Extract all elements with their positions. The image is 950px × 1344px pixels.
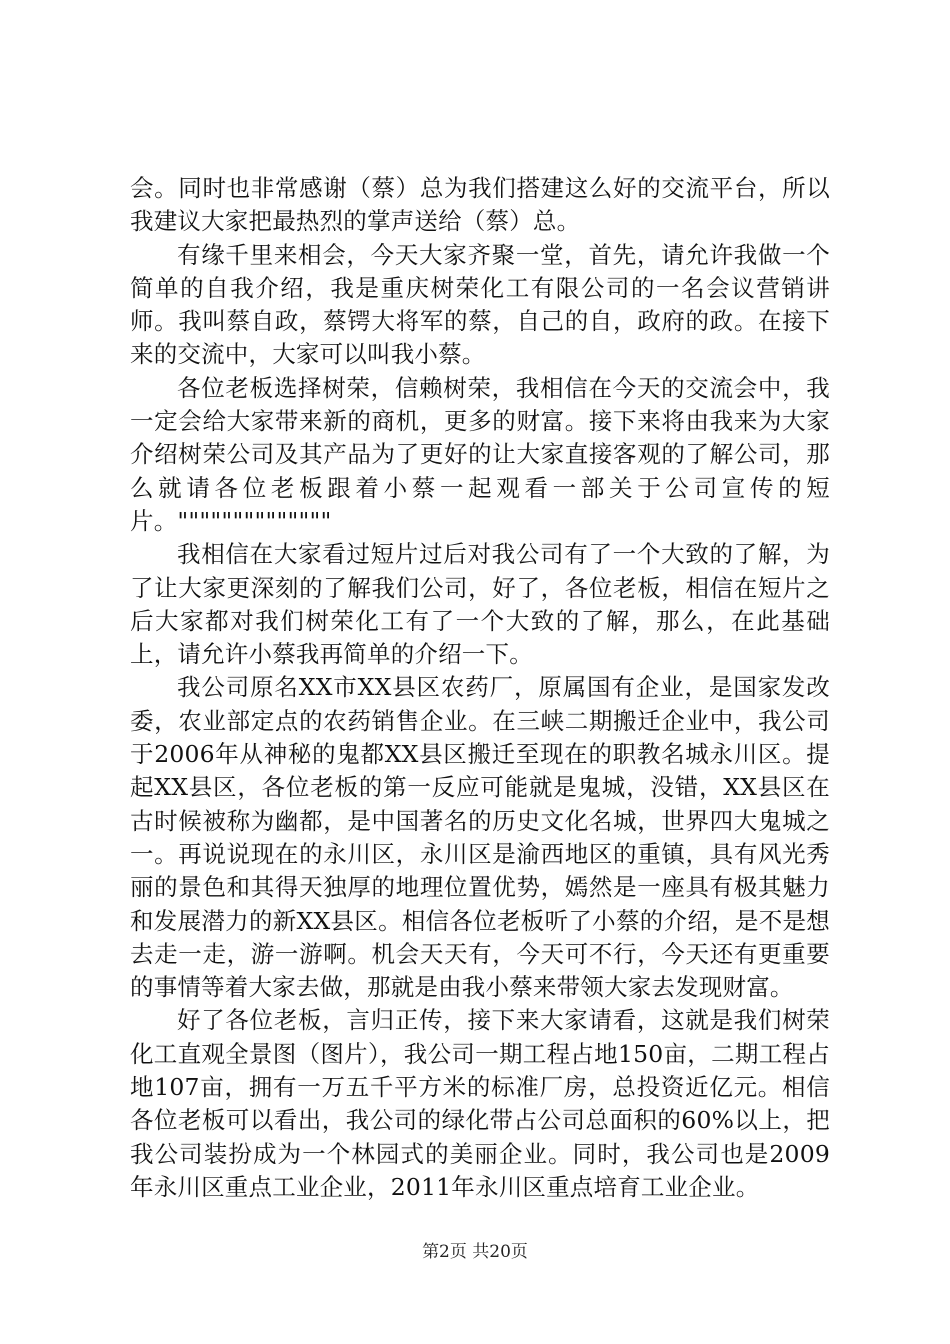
paragraph-company-overview: 好了各位老板，言归正传，接下来大家请看，这就是我们树荣化工直观全景图（图片），我公司一期工程占地150亩，二期工程占地107亩，拥有一万五千平方米的标准厂房，总投资近亿元。相信各位老板可以看出，我公司的绿化带占公司总面积的60%以上，把我公司装扮成为一个林园式的美丽企业。同时，我公司也是2009年永川区重点工业企业，2011年永川区重点培育工业企业。 (130, 1006, 830, 1201)
body-text (130, 172, 830, 1204)
page-number-footer: 第2页 共20页 (422, 1242, 528, 1262)
paragraph-continuation: 会。同时也非常感谢（蔡）总为我们搭建这么好的交流平台，所以我建议大家把最热烈的掌声送给（蔡）总。 (130, 174, 830, 236)
paragraph-company-video: 各位老板选择树荣，信赖树荣，我相信在今天的交流会中，我一定会给大家带来新的商机，更多的财富。接下来将由我来为大家介绍树荣公司及其产品为了更好的让大家直接客观的了解公司，那么就请各位老板跟着小蔡一起观看一部关于公司宣传的短片。"""""""""""""" (130, 373, 830, 535)
paragraph-company-history: 我公司原名XX市XX县区农药厂，原属国有企业，是国家发改委，农业部定点的农药销售企业。在三峡二期搬迁企业中，我公司于2006年从神秘的鬼都XX县区搬迁至现在的职教名城永川区。提起XX县区，各位老板的第一反应可能就是鬼城，没错，XX县区在古时候被称为幽都，是中国著名的历史文化名城，世界四大鬼城之一。再说说现在的永川区，永川区是渝西地区的重镇，具有风光秀丽的景色和其得天独厚的地理位置优势，嫣然是一座具有极其魅力和发展潜力的新XX县区。相信各位老板听了小蔡的介绍，是不是想去走一走，游一游啊。机会天天有，今天可不行，今天还有更重要的事情等着大家去做，那就是由我小蔡来带领大家去发现财富。 (130, 673, 830, 1002)
paragraph-after-video: 我相信在大家看过短片过后对我公司有了一个大致的了解，为了让大家更深刻的了解我们公司，好了，各位老板，相信在短片之后大家都对我们树荣化工有了一个大致的了解，那么，在此基础上，请允许小蔡我再简单的介绍一下。 (130, 540, 830, 669)
paragraph-introduction: 有缘千里来相会，今天大家齐聚一堂，首先，请允许我做一个简单的自我介绍，我是重庆树荣化工有限公司的一名会议营销讲师。我叫蔡自政，蔡锷大将军的蔡，自己的自，政府的政。在接下来的交流中，大家可以叫我小蔡。 (130, 240, 830, 369)
